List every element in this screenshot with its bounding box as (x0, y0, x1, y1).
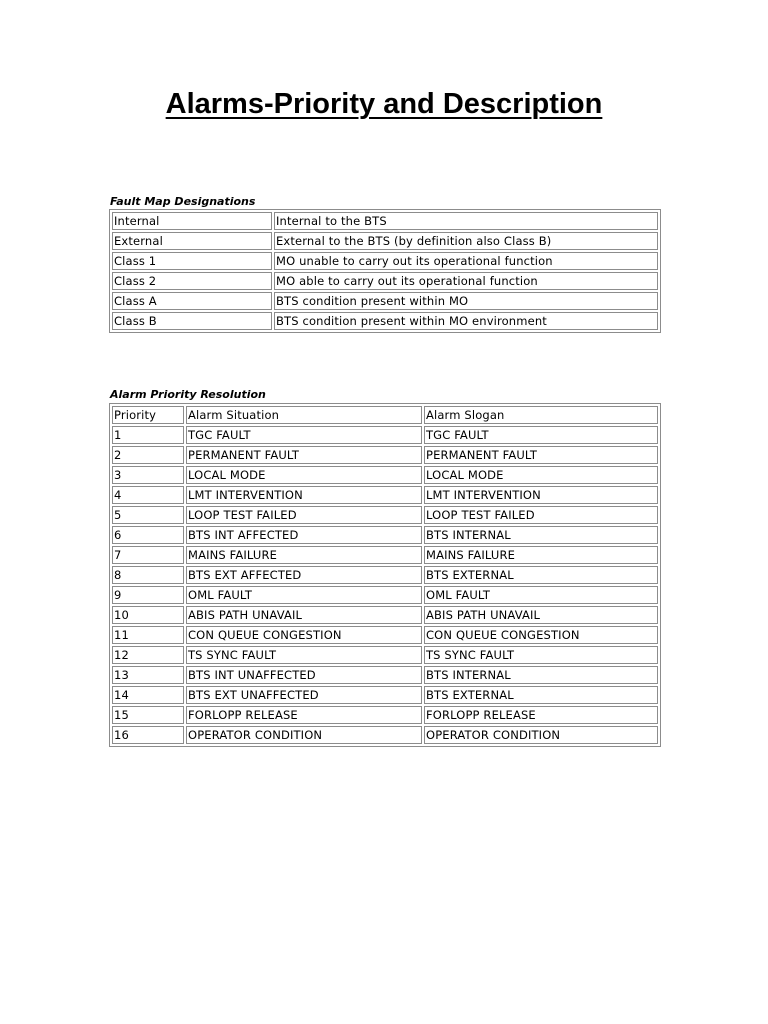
alarm-situation-cell: ABIS PATH UNAVAIL (186, 606, 422, 624)
alarm-situation-cell: BTS EXT AFFECTED (186, 566, 422, 584)
designation-cell: Class 2 (112, 272, 272, 290)
alarm-priority-body (112, 406, 658, 744)
designation-cell: Internal (112, 212, 272, 230)
alarm-situation-cell: TS SYNC FAULT (186, 646, 422, 664)
table-header-row (112, 406, 658, 424)
priority-cell: 3 (112, 466, 184, 484)
table-row (112, 626, 658, 644)
alarm-priority-caption: Alarm Priority Resolution (110, 388, 266, 401)
designation-cell: External (112, 232, 272, 250)
alarm-situation-cell: BTS INT UNAFFECTED (186, 666, 422, 684)
alarm-situation-cell: LOCAL MODE (186, 466, 422, 484)
description-cell: MO able to carry out its operational function (274, 272, 658, 290)
priority-cell: 10 (112, 606, 184, 624)
table-row (112, 706, 658, 724)
priority-cell: 8 (112, 566, 184, 584)
table-row (112, 726, 658, 744)
alarm-slogan-cell: LOCAL MODE (424, 466, 658, 484)
priority-cell: 7 (112, 546, 184, 564)
priority-cell: 12 (112, 646, 184, 664)
description-cell: External to the BTS (by definition also Class B) (274, 232, 658, 250)
fault-map-body (112, 212, 658, 330)
alarm-slogan-cell: TGC FAULT (424, 426, 658, 444)
alarm-slogan-cell: ABIS PATH UNAVAIL (424, 606, 658, 624)
table-row (112, 486, 658, 504)
description-cell: BTS condition present within MO (274, 292, 658, 310)
alarm-slogan-cell: PERMANENT FAULT (424, 446, 658, 464)
description-cell: Internal to the BTS (274, 212, 658, 230)
alarm-situation-cell: BTS INT AFFECTED (186, 526, 422, 544)
description-cell: BTS condition present within MO environment (274, 312, 658, 330)
priority-cell: 14 (112, 686, 184, 704)
priority-cell: 1 (112, 426, 184, 444)
table-row (112, 686, 658, 704)
alarm-situation-cell: BTS EXT UNAFFECTED (186, 686, 422, 704)
table-row (112, 426, 658, 444)
page-title: Alarms-Priority and Description (165, 88, 603, 120)
alarm-slogan-cell: CON QUEUE CONGESTION (424, 626, 658, 644)
table-row (112, 312, 658, 330)
alarm-slogan-cell: OML FAULT (424, 586, 658, 604)
alarm-slogan-cell: TS SYNC FAULT (424, 646, 658, 664)
alarm-situation-cell: OPERATOR CONDITION (186, 726, 422, 744)
designation-cell: Class 1 (112, 252, 272, 270)
alarm-situation-cell: TGC FAULT (186, 426, 422, 444)
table-row (112, 506, 658, 524)
priority-cell: 13 (112, 666, 184, 684)
alarm-situation-cell: CON QUEUE CONGESTION (186, 626, 422, 644)
alarm-slogan-cell: LMT INTERVENTION (424, 486, 658, 504)
priority-cell: 4 (112, 486, 184, 504)
description-cell: MO unable to carry out its operational function (274, 252, 658, 270)
alarm-situation-cell: PERMANENT FAULT (186, 446, 422, 464)
table-row (112, 566, 658, 584)
priority-cell: 9 (112, 586, 184, 604)
alarm-situation-cell: LMT INTERVENTION (186, 486, 422, 504)
table-row (112, 586, 658, 604)
alarm-situation-cell: OML FAULT (186, 586, 422, 604)
priority-cell: 15 (112, 706, 184, 724)
alarm-slogan-cell: BTS INTERNAL (424, 526, 658, 544)
table-row (112, 606, 658, 624)
alarm-slogan-cell: BTS INTERNAL (424, 666, 658, 684)
alarm-slogan-cell: BTS EXTERNAL (424, 566, 658, 584)
table-row (112, 212, 658, 230)
alarm-slogan-cell: BTS EXTERNAL (424, 686, 658, 704)
alarm-slogan-cell: OPERATOR CONDITION (424, 726, 658, 744)
table-row (112, 466, 658, 484)
priority-cell: 6 (112, 526, 184, 544)
designation-cell: Class A (112, 292, 272, 310)
table-row (112, 446, 658, 464)
table-row (112, 546, 658, 564)
table-row (112, 646, 658, 664)
fault-map-caption: Fault Map Designations (110, 195, 256, 208)
header-alarm-slogan: Alarm Slogan (424, 406, 658, 424)
header-priority: Priority (112, 406, 184, 424)
alarm-slogan-cell: MAINS FAILURE (424, 546, 658, 564)
table-row (112, 666, 658, 684)
alarm-priority-table (109, 403, 661, 747)
priority-cell: 5 (112, 506, 184, 524)
priority-cell: 2 (112, 446, 184, 464)
fault-map-table (109, 209, 661, 333)
priority-cell: 11 (112, 626, 184, 644)
header-alarm-situation: Alarm Situation (186, 406, 422, 424)
priority-cell: 16 (112, 726, 184, 744)
designation-cell: Class B (112, 312, 272, 330)
table-row (112, 526, 658, 544)
table-row (112, 272, 658, 290)
alarm-situation-cell: FORLOPP RELEASE (186, 706, 422, 724)
alarm-situation-cell: LOOP TEST FAILED (186, 506, 422, 524)
alarm-situation-cell: MAINS FAILURE (186, 546, 422, 564)
table-row (112, 252, 658, 270)
alarm-slogan-cell: LOOP TEST FAILED (424, 506, 658, 524)
alarm-slogan-cell: FORLOPP RELEASE (424, 706, 658, 724)
table-row (112, 292, 658, 310)
table-row (112, 232, 658, 250)
